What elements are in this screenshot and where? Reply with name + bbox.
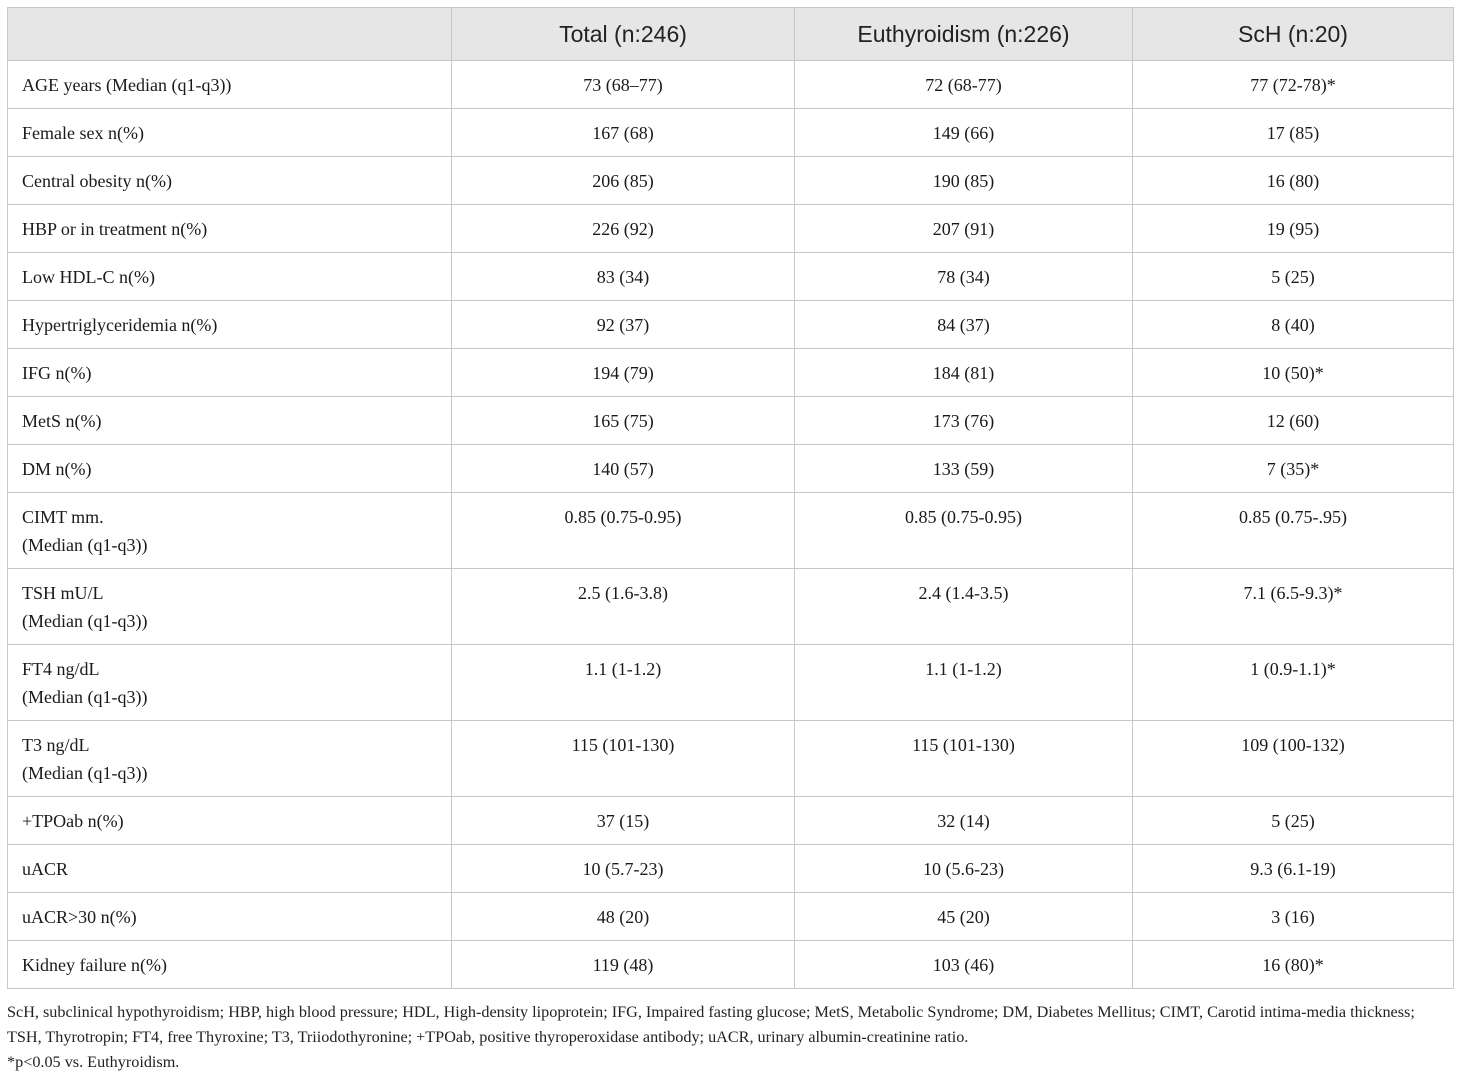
cell-total-value — [452, 797, 795, 845]
characteristics-table — [7, 7, 1454, 989]
total-value: 92 (37) — [596, 315, 650, 335]
euthyroidism-value: 190 (85) — [932, 171, 995, 191]
euthyroidism-value: 149 (66) — [932, 123, 995, 143]
row-label — [8, 721, 452, 797]
table-row — [8, 797, 1454, 845]
row-label-line: AGE years (Median (q1-q3)) — [22, 75, 232, 95]
cell-sch-value — [1133, 349, 1454, 397]
sch-value: 16 (80)* — [1262, 955, 1324, 975]
row-label-line: +TPOab n(%) — [22, 811, 124, 831]
row-label — [8, 205, 452, 253]
cell-euthyroidism-value — [795, 349, 1133, 397]
table-row — [8, 397, 1454, 445]
row-label-line: T3 ng/dL — [22, 735, 90, 755]
cell-sch-value — [1133, 893, 1454, 941]
total-value: 206 (85) — [592, 171, 654, 191]
row-label — [8, 893, 452, 941]
cell-sch-value — [1133, 493, 1454, 569]
cell-euthyroidism-value — [795, 569, 1133, 645]
table-row — [8, 893, 1454, 941]
row-label — [8, 445, 452, 493]
header-euthyroidism: Euthyroidism (n:226) — [795, 8, 1133, 61]
cell-total-value — [452, 349, 795, 397]
cell-total-value — [452, 253, 795, 301]
cell-sch-value — [1133, 721, 1454, 797]
table-row — [8, 845, 1454, 893]
table-row — [8, 157, 1454, 205]
euthyroidism-value: 78 (34) — [937, 267, 990, 287]
table-row — [8, 301, 1454, 349]
euthyroidism-value: 32 (14) — [937, 811, 990, 831]
total-value: 165 (75) — [592, 411, 654, 431]
sch-value: 10 (50)* — [1262, 363, 1324, 383]
cell-total-value — [452, 61, 795, 109]
euthyroidism-value: 0.85 (0.75-0.95) — [905, 507, 1022, 527]
total-value: 115 (101-130) — [571, 735, 675, 755]
table-row — [8, 941, 1454, 989]
cell-euthyroidism-value — [795, 157, 1133, 205]
cell-total-value — [452, 893, 795, 941]
row-label — [8, 797, 452, 845]
table-row — [8, 569, 1454, 645]
row-label — [8, 569, 452, 645]
euthyroidism-value: 133 (59) — [932, 459, 995, 479]
sch-value: 3 (16) — [1271, 907, 1315, 927]
sch-value: 0.85 (0.75-.95) — [1239, 507, 1347, 527]
cell-euthyroidism-value — [795, 445, 1133, 493]
row-label-line: MetS n(%) — [22, 411, 102, 431]
row-label-line: Kidney failure n(%) — [22, 955, 167, 975]
total-value: 1.1 (1-1.2) — [584, 659, 662, 679]
row-label-line: TSH mU/L — [22, 583, 104, 603]
total-value: 37 (15) — [596, 811, 650, 831]
total-value: 83 (34) — [596, 267, 650, 287]
cell-total-value — [452, 845, 795, 893]
cell-euthyroidism-value — [795, 397, 1133, 445]
table-row — [8, 493, 1454, 569]
cell-total-value — [452, 721, 795, 797]
table-footnote — [7, 1000, 1453, 1075]
cell-total-value — [452, 569, 795, 645]
row-label-line: (Median (q1-q3)) — [22, 687, 148, 707]
row-label — [8, 645, 452, 721]
cell-sch-value — [1133, 253, 1454, 301]
total-value: 167 (68) — [592, 123, 654, 143]
cell-total-value — [452, 645, 795, 721]
cell-sch-value — [1133, 109, 1454, 157]
row-label — [8, 493, 452, 569]
table-row — [8, 109, 1454, 157]
row-label — [8, 157, 452, 205]
total-value: 119 (48) — [592, 955, 654, 975]
row-label-line: (Median (q1-q3)) — [22, 535, 148, 555]
total-value: 194 (79) — [592, 363, 654, 383]
row-label-line: HBP or in treatment n(%) — [22, 219, 208, 239]
table-row — [8, 253, 1454, 301]
total-value: 0.85 (0.75-0.95) — [564, 507, 682, 527]
sch-value: 1 (0.9-1.1)* — [1250, 659, 1336, 679]
header-total: Total (n:246) — [452, 8, 795, 61]
cell-euthyroidism-value — [795, 61, 1133, 109]
sch-value: 77 (72-78)* — [1250, 75, 1336, 95]
total-value: 48 (20) — [596, 907, 650, 927]
cell-euthyroidism-value — [795, 721, 1133, 797]
cell-sch-value — [1133, 397, 1454, 445]
row-label — [8, 845, 452, 893]
euthyroidism-value: 1.1 (1-1.2) — [925, 659, 1002, 679]
row-label — [8, 301, 452, 349]
sch-value: 7 (35)* — [1266, 459, 1320, 479]
total-value: 226 (92) — [592, 219, 654, 239]
characteristics-table-container — [7, 7, 1453, 989]
row-label — [8, 253, 452, 301]
row-label-line: FT4 ng/dL — [22, 659, 100, 679]
sch-value: 5 (25) — [1271, 811, 1315, 831]
cell-total-value — [452, 397, 795, 445]
euthyroidism-value: 72 (68-77) — [925, 75, 1002, 95]
row-label — [8, 109, 452, 157]
cell-sch-value — [1133, 941, 1454, 989]
cell-sch-value — [1133, 797, 1454, 845]
total-value: 10 (5.7-23) — [582, 859, 664, 879]
cell-sch-value — [1133, 205, 1454, 253]
sch-value: 17 (85) — [1266, 123, 1320, 143]
cell-total-value — [452, 941, 795, 989]
sch-value: 16 (80) — [1266, 171, 1320, 191]
euthyroidism-value: 184 (81) — [932, 363, 995, 383]
cell-euthyroidism-value — [795, 797, 1133, 845]
cell-euthyroidism-value — [795, 845, 1133, 893]
row-label-line: uACR — [22, 859, 69, 879]
sch-value: 7.1 (6.5-9.3)* — [1243, 583, 1343, 603]
table-row — [8, 721, 1454, 797]
row-label — [8, 397, 452, 445]
euthyroidism-value: 115 (101-130) — [912, 735, 1015, 755]
row-label-line: uACR>30 n(%) — [22, 907, 137, 927]
total-value: 73 (68–77) — [583, 75, 663, 95]
row-label — [8, 941, 452, 989]
sch-value: 19 (95) — [1266, 219, 1320, 239]
header-variable — [8, 8, 452, 61]
row-label-line: Central obesity n(%) — [22, 171, 172, 191]
cell-total-value — [452, 493, 795, 569]
cell-euthyroidism-value — [795, 893, 1133, 941]
row-label-line: Hypertriglyceridemia n(%) — [22, 315, 218, 335]
cell-total-value — [452, 205, 795, 253]
row-label-line: Low HDL-C n(%) — [22, 267, 155, 287]
cell-euthyroidism-value — [795, 301, 1133, 349]
footnote-abbreviations: ScH, subclinical hypothyroidism; HBP, high blood pressure; HDL, High-density lipoprotein; IFG, Impaired fasting glucose; MetS, Metabolic Syndrome; DM, Diabetes Mellitus; CIMT, Carotid intima-media thickness; TSH, Thyrotropin; FT4, free Thyroxine; T3, Triiodothyronine; +TPOab, positive thyroperoxidase antibody; uACR, urinary albumin-creatinine ratio. — [7, 1003, 1415, 1046]
table-row — [8, 205, 1454, 253]
cell-sch-value — [1133, 645, 1454, 721]
table-header-row — [8, 8, 1454, 61]
euthyroidism-value: 103 (46) — [932, 955, 995, 975]
cell-sch-value — [1133, 445, 1454, 493]
table-row — [8, 445, 1454, 493]
sch-value: 109 (100-132) — [1241, 735, 1345, 755]
table-row — [8, 61, 1454, 109]
table-body — [8, 61, 1454, 989]
row-label-line: DM n(%) — [22, 459, 92, 479]
row-label-line: IFG n(%) — [22, 363, 92, 383]
cell-sch-value — [1133, 157, 1454, 205]
cell-euthyroidism-value — [795, 941, 1133, 989]
sch-value: 5 (25) — [1271, 267, 1315, 287]
cell-sch-value — [1133, 61, 1454, 109]
total-value: 140 (57) — [592, 459, 654, 479]
cell-total-value — [452, 109, 795, 157]
cell-euthyroidism-value — [795, 253, 1133, 301]
euthyroidism-value: 45 (20) — [937, 907, 990, 927]
row-label-line: (Median (q1-q3)) — [22, 611, 148, 631]
row-label-line: CIMT mm. — [22, 507, 104, 527]
row-label-line: Female sex n(%) — [22, 123, 144, 143]
cell-sch-value — [1133, 301, 1454, 349]
euthyroidism-value: 10 (5.6-23) — [923, 859, 1004, 879]
cell-euthyroidism-value — [795, 493, 1133, 569]
cell-total-value — [452, 301, 795, 349]
cell-total-value — [452, 445, 795, 493]
cell-sch-value — [1133, 569, 1454, 645]
row-label-line: (Median (q1-q3)) — [22, 763, 148, 783]
sch-value: 12 (60) — [1266, 411, 1320, 431]
cell-euthyroidism-value — [795, 205, 1133, 253]
sch-value: 8 (40) — [1271, 315, 1315, 335]
row-label — [8, 61, 452, 109]
cell-euthyroidism-value — [795, 645, 1133, 721]
footnote-significance: *p<0.05 vs. Euthyroidism. — [7, 1053, 180, 1071]
euthyroidism-value: 84 (37) — [937, 315, 990, 335]
table-row — [8, 349, 1454, 397]
euthyroidism-value: 207 (91) — [932, 219, 995, 239]
table-row — [8, 645, 1454, 721]
row-label — [8, 349, 452, 397]
cell-sch-value — [1133, 845, 1454, 893]
euthyroidism-value: 2.4 (1.4-3.5) — [918, 583, 1009, 603]
euthyroidism-value: 173 (76) — [932, 411, 995, 431]
total-value: 2.5 (1.6-3.8) — [578, 583, 668, 603]
cell-total-value — [452, 157, 795, 205]
sch-value: 9.3 (6.1-19) — [1250, 859, 1336, 879]
cell-euthyroidism-value — [795, 109, 1133, 157]
header-sch: ScH (n:20) — [1133, 8, 1454, 61]
